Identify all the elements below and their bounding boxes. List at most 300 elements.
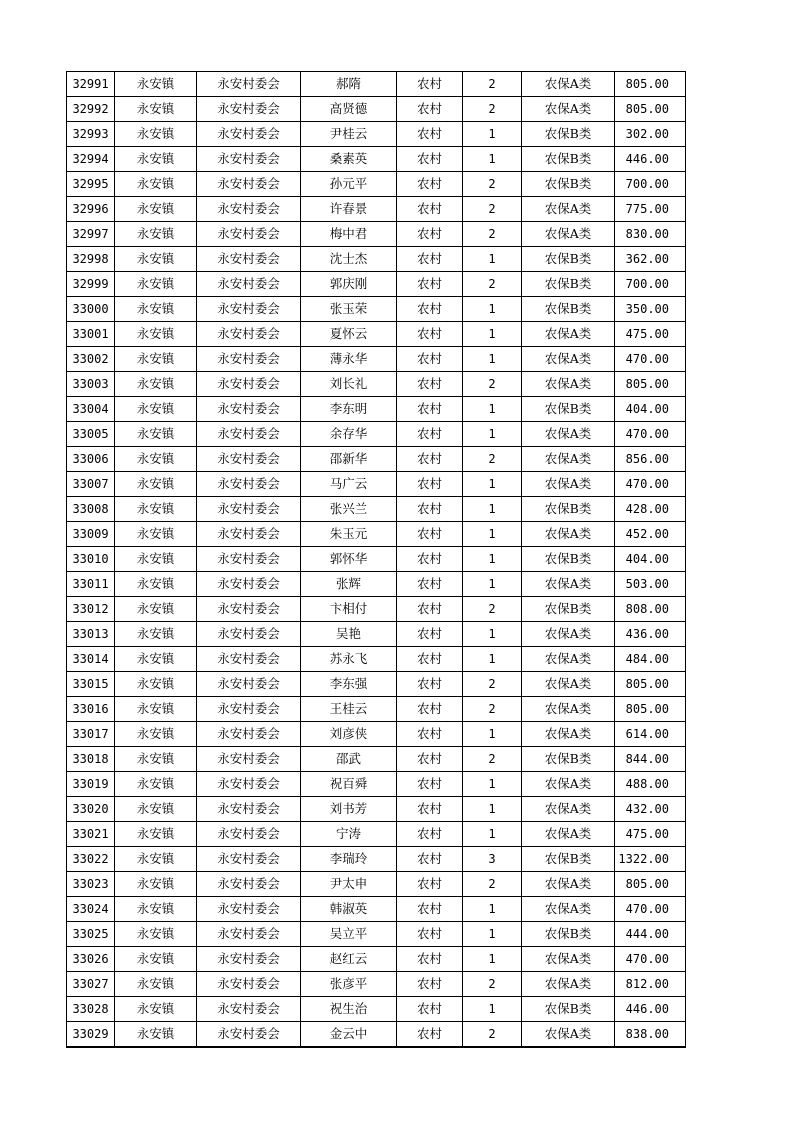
record-id-cell: 33012	[67, 597, 115, 622]
person-name-cell: 张玉荣	[301, 297, 397, 322]
record-id-cell: 33015	[67, 672, 115, 697]
household-count-cell: 2	[463, 1022, 522, 1048]
area-type-cell: 农村	[397, 597, 463, 622]
table-row	[67, 72, 686, 97]
record-id-cell: 33027	[67, 972, 115, 997]
record-id-cell: 33006	[67, 447, 115, 472]
person-name-cell: 余存华	[301, 422, 397, 447]
household-count-cell: 2	[463, 372, 522, 397]
record-id-cell: 33023	[67, 872, 115, 897]
household-count-cell: 1	[463, 497, 522, 522]
amount-cell: 700.00	[615, 272, 686, 297]
person-name-cell: 刘书芳	[301, 797, 397, 822]
table-row	[67, 322, 686, 347]
person-name-cell: 桑素英	[301, 147, 397, 172]
record-id-cell: 32999	[67, 272, 115, 297]
insurance-class-cell: 农保A类	[522, 97, 615, 122]
amount-cell: 838.00	[615, 1022, 686, 1048]
insurance-class-cell: 农保A类	[522, 622, 615, 647]
household-count-cell: 3	[463, 847, 522, 872]
person-name-cell: 王桂云	[301, 697, 397, 722]
village-committee-cell: 永安村委会	[197, 872, 301, 897]
amount-cell: 805.00	[615, 672, 686, 697]
amount-cell: 404.00	[615, 547, 686, 572]
insurance-class-cell: 农保B类	[522, 922, 615, 947]
household-count-cell: 2	[463, 197, 522, 222]
amount-cell: 302.00	[615, 122, 686, 147]
village-committee-cell: 永安村委会	[197, 597, 301, 622]
town-cell: 永安镇	[115, 147, 197, 172]
area-type-cell: 农村	[397, 1022, 463, 1048]
record-id-cell: 32998	[67, 247, 115, 272]
town-cell: 永安镇	[115, 772, 197, 797]
amount-cell: 844.00	[615, 747, 686, 772]
town-cell: 永安镇	[115, 547, 197, 572]
area-type-cell: 农村	[397, 647, 463, 672]
village-committee-cell: 永安村委会	[197, 472, 301, 497]
person-name-cell: 郝隋	[301, 72, 397, 97]
amount-cell: 614.00	[615, 722, 686, 747]
person-name-cell: 郭庆刚	[301, 272, 397, 297]
area-type-cell: 农村	[397, 847, 463, 872]
household-count-cell: 1	[463, 622, 522, 647]
insurance-class-cell: 农保A类	[522, 797, 615, 822]
person-name-cell: 张辉	[301, 572, 397, 597]
amount-cell: 805.00	[615, 72, 686, 97]
amount-cell: 362.00	[615, 247, 686, 272]
amount-cell: 475.00	[615, 322, 686, 347]
person-name-cell: 李东强	[301, 672, 397, 697]
amount-cell: 805.00	[615, 872, 686, 897]
table-row	[67, 397, 686, 422]
insurance-class-cell: 农保A类	[522, 447, 615, 472]
person-name-cell: 韩淑英	[301, 897, 397, 922]
village-committee-cell: 永安村委会	[197, 172, 301, 197]
amount-cell: 432.00	[615, 797, 686, 822]
table-row	[67, 1022, 686, 1048]
table-row	[67, 547, 686, 572]
record-id-cell: 33004	[67, 397, 115, 422]
area-type-cell: 农村	[397, 672, 463, 697]
insurance-class-cell: 农保B类	[522, 747, 615, 772]
area-type-cell: 农村	[397, 322, 463, 347]
table-row	[67, 247, 686, 272]
household-count-cell: 1	[463, 147, 522, 172]
table-row	[67, 922, 686, 947]
town-cell: 永安镇	[115, 172, 197, 197]
area-type-cell: 农村	[397, 172, 463, 197]
household-count-cell: 2	[463, 222, 522, 247]
town-cell: 永安镇	[115, 997, 197, 1022]
amount-cell: 444.00	[615, 922, 686, 947]
village-committee-cell: 永安村委会	[197, 897, 301, 922]
person-name-cell: 赵红云	[301, 947, 397, 972]
record-id-cell: 33003	[67, 372, 115, 397]
town-cell: 永安镇	[115, 272, 197, 297]
person-name-cell: 尹太申	[301, 872, 397, 897]
insurance-class-cell: 农保B类	[522, 997, 615, 1022]
amount-cell: 470.00	[615, 897, 686, 922]
town-cell: 永安镇	[115, 897, 197, 922]
record-id-cell: 33011	[67, 572, 115, 597]
person-name-cell: 卞相付	[301, 597, 397, 622]
area-type-cell: 农村	[397, 872, 463, 897]
village-committee-cell: 永安村委会	[197, 122, 301, 147]
record-id-cell: 32991	[67, 72, 115, 97]
area-type-cell: 农村	[397, 272, 463, 297]
area-type-cell: 农村	[397, 972, 463, 997]
table-row	[67, 172, 686, 197]
town-cell: 永安镇	[115, 372, 197, 397]
table-row	[67, 222, 686, 247]
village-committee-cell: 永安村委会	[197, 647, 301, 672]
record-id-cell: 33028	[67, 997, 115, 1022]
person-name-cell: 高贤德	[301, 97, 397, 122]
amount-cell: 808.00	[615, 597, 686, 622]
table-row	[67, 572, 686, 597]
area-type-cell: 农村	[397, 622, 463, 647]
table-row	[67, 372, 686, 397]
insurance-class-cell: 农保A类	[522, 347, 615, 372]
household-count-cell: 1	[463, 322, 522, 347]
amount-cell: 436.00	[615, 622, 686, 647]
amount-cell: 470.00	[615, 422, 686, 447]
insurance-class-cell: 农保A类	[522, 647, 615, 672]
household-count-cell: 1	[463, 422, 522, 447]
amount-cell: 856.00	[615, 447, 686, 472]
insurance-class-cell: 农保A类	[522, 672, 615, 697]
amount-cell: 470.00	[615, 947, 686, 972]
table-row	[67, 522, 686, 547]
household-count-cell: 1	[463, 797, 522, 822]
table-row	[67, 97, 686, 122]
area-type-cell: 农村	[397, 247, 463, 272]
household-count-cell: 2	[463, 672, 522, 697]
village-committee-cell: 永安村委会	[197, 197, 301, 222]
village-committee-cell: 永安村委会	[197, 522, 301, 547]
insurance-class-cell: 农保A类	[522, 322, 615, 347]
village-committee-cell: 永安村委会	[197, 922, 301, 947]
insurance-class-cell: 农保B类	[522, 147, 615, 172]
area-type-cell: 农村	[397, 422, 463, 447]
table-row	[67, 872, 686, 897]
table-row	[67, 747, 686, 772]
amount-cell: 488.00	[615, 772, 686, 797]
record-id-cell: 33014	[67, 647, 115, 672]
person-name-cell: 邵武	[301, 747, 397, 772]
record-id-cell: 33000	[67, 297, 115, 322]
person-name-cell: 张彦平	[301, 972, 397, 997]
record-id-cell: 33008	[67, 497, 115, 522]
household-count-cell: 1	[463, 947, 522, 972]
household-count-cell: 1	[463, 297, 522, 322]
person-name-cell: 许春景	[301, 197, 397, 222]
area-type-cell: 农村	[397, 297, 463, 322]
area-type-cell: 农村	[397, 447, 463, 472]
amount-cell: 805.00	[615, 372, 686, 397]
village-committee-cell: 永安村委会	[197, 572, 301, 597]
amount-cell: 404.00	[615, 397, 686, 422]
area-type-cell: 农村	[397, 747, 463, 772]
table-row	[67, 122, 686, 147]
household-count-cell: 1	[463, 522, 522, 547]
record-id-cell: 33017	[67, 722, 115, 747]
area-type-cell: 农村	[397, 822, 463, 847]
household-count-cell: 1	[463, 472, 522, 497]
village-committee-cell: 永安村委会	[197, 497, 301, 522]
household-count-cell: 1	[463, 247, 522, 272]
record-id-cell: 33024	[67, 897, 115, 922]
town-cell: 永安镇	[115, 422, 197, 447]
town-cell: 永安镇	[115, 872, 197, 897]
table-row	[67, 647, 686, 672]
person-name-cell: 薄永华	[301, 347, 397, 372]
insurance-class-cell: 农保B类	[522, 272, 615, 297]
town-cell: 永安镇	[115, 247, 197, 272]
amount-cell: 470.00	[615, 347, 686, 372]
amount-cell: 805.00	[615, 97, 686, 122]
town-cell: 永安镇	[115, 797, 197, 822]
town-cell: 永安镇	[115, 122, 197, 147]
town-cell: 永安镇	[115, 822, 197, 847]
amount-cell: 503.00	[615, 572, 686, 597]
amount-cell: 775.00	[615, 197, 686, 222]
town-cell: 永安镇	[115, 222, 197, 247]
record-id-cell: 33016	[67, 697, 115, 722]
household-count-cell: 2	[463, 597, 522, 622]
records-table-body	[67, 72, 686, 1048]
household-count-cell: 1	[463, 922, 522, 947]
record-id-cell: 32993	[67, 122, 115, 147]
village-committee-cell: 永安村委会	[197, 322, 301, 347]
record-id-cell: 33013	[67, 622, 115, 647]
insurance-class-cell: 农保A类	[522, 772, 615, 797]
insurance-class-cell: 农保B类	[522, 122, 615, 147]
table-row	[67, 797, 686, 822]
insurance-class-cell: 农保A类	[522, 472, 615, 497]
amount-cell: 475.00	[615, 822, 686, 847]
person-name-cell: 马广云	[301, 472, 397, 497]
record-id-cell: 33005	[67, 422, 115, 447]
village-committee-cell: 永安村委会	[197, 272, 301, 297]
town-cell: 永安镇	[115, 647, 197, 672]
household-count-cell: 1	[463, 822, 522, 847]
household-count-cell: 1	[463, 997, 522, 1022]
insurance-class-cell: 农保B类	[522, 847, 615, 872]
insurance-class-cell: 农保A类	[522, 947, 615, 972]
amount-cell: 484.00	[615, 647, 686, 672]
person-name-cell: 刘彦侠	[301, 722, 397, 747]
insurance-class-cell: 农保B类	[522, 597, 615, 622]
record-id-cell: 33018	[67, 747, 115, 772]
amount-cell: 1322.00	[615, 847, 686, 872]
household-count-cell: 2	[463, 972, 522, 997]
town-cell: 永安镇	[115, 697, 197, 722]
village-committee-cell: 永安村委会	[197, 622, 301, 647]
person-name-cell: 郭怀华	[301, 547, 397, 572]
insurance-class-cell: 农保A类	[522, 522, 615, 547]
records-table	[66, 71, 686, 1048]
record-id-cell: 32994	[67, 147, 115, 172]
village-committee-cell: 永安村委会	[197, 347, 301, 372]
insurance-class-cell: 农保A类	[522, 722, 615, 747]
town-cell: 永安镇	[115, 672, 197, 697]
person-name-cell: 吴艳	[301, 622, 397, 647]
village-committee-cell: 永安村委会	[197, 372, 301, 397]
person-name-cell: 梅中君	[301, 222, 397, 247]
record-id-cell: 32992	[67, 97, 115, 122]
area-type-cell: 农村	[397, 72, 463, 97]
record-id-cell: 32995	[67, 172, 115, 197]
village-committee-cell: 永安村委会	[197, 797, 301, 822]
village-committee-cell: 永安村委会	[197, 547, 301, 572]
record-id-cell: 33019	[67, 772, 115, 797]
village-committee-cell: 永安村委会	[197, 1022, 301, 1048]
insurance-class-cell: 农保A类	[522, 1022, 615, 1048]
village-committee-cell: 永安村委会	[197, 847, 301, 872]
amount-cell: 470.00	[615, 472, 686, 497]
record-id-cell: 33009	[67, 522, 115, 547]
area-type-cell: 农村	[397, 772, 463, 797]
record-id-cell: 33025	[67, 922, 115, 947]
household-count-cell: 2	[463, 697, 522, 722]
record-id-cell: 33029	[67, 1022, 115, 1048]
amount-cell: 428.00	[615, 497, 686, 522]
area-type-cell: 农村	[397, 97, 463, 122]
town-cell: 永安镇	[115, 472, 197, 497]
record-id-cell: 33010	[67, 547, 115, 572]
person-name-cell: 孙元平	[301, 172, 397, 197]
table-row	[67, 622, 686, 647]
insurance-class-cell: 农保A类	[522, 897, 615, 922]
area-type-cell: 农村	[397, 922, 463, 947]
town-cell: 永安镇	[115, 522, 197, 547]
area-type-cell: 农村	[397, 547, 463, 572]
insurance-class-cell: 农保B类	[522, 297, 615, 322]
person-name-cell: 祝生治	[301, 997, 397, 1022]
village-committee-cell: 永安村委会	[197, 72, 301, 97]
area-type-cell: 农村	[397, 347, 463, 372]
record-id-cell: 33007	[67, 472, 115, 497]
insurance-class-cell: 农保B类	[522, 547, 615, 572]
table-row	[67, 447, 686, 472]
household-count-cell: 2	[463, 747, 522, 772]
household-count-cell: 1	[463, 722, 522, 747]
village-committee-cell: 永安村委会	[197, 697, 301, 722]
area-type-cell: 农村	[397, 722, 463, 747]
amount-cell: 830.00	[615, 222, 686, 247]
person-name-cell: 李瑞玲	[301, 847, 397, 872]
insurance-class-cell: 农保A类	[522, 697, 615, 722]
town-cell: 永安镇	[115, 497, 197, 522]
household-count-cell: 2	[463, 72, 522, 97]
household-count-cell: 1	[463, 347, 522, 372]
person-name-cell: 张兴兰	[301, 497, 397, 522]
table-row	[67, 197, 686, 222]
household-count-cell: 1	[463, 572, 522, 597]
table-row	[67, 822, 686, 847]
table-row	[67, 422, 686, 447]
area-type-cell: 农村	[397, 997, 463, 1022]
household-count-cell: 2	[463, 172, 522, 197]
insurance-class-cell: 农保A类	[522, 222, 615, 247]
table-row	[67, 897, 686, 922]
village-committee-cell: 永安村委会	[197, 972, 301, 997]
area-type-cell: 农村	[397, 522, 463, 547]
table-row	[67, 347, 686, 372]
village-committee-cell: 永安村委会	[197, 397, 301, 422]
insurance-class-cell: 农保B类	[522, 247, 615, 272]
person-name-cell: 李东明	[301, 397, 397, 422]
record-id-cell: 32996	[67, 197, 115, 222]
household-count-cell: 1	[463, 122, 522, 147]
person-name-cell: 尹桂云	[301, 122, 397, 147]
household-count-cell: 2	[463, 447, 522, 472]
town-cell: 永安镇	[115, 947, 197, 972]
person-name-cell: 朱玉元	[301, 522, 397, 547]
village-committee-cell: 永安村委会	[197, 822, 301, 847]
town-cell: 永安镇	[115, 97, 197, 122]
village-committee-cell: 永安村委会	[197, 747, 301, 772]
amount-cell: 446.00	[615, 147, 686, 172]
area-type-cell: 农村	[397, 947, 463, 972]
area-type-cell: 农村	[397, 197, 463, 222]
village-committee-cell: 永安村委会	[197, 247, 301, 272]
record-id-cell: 33022	[67, 847, 115, 872]
town-cell: 永安镇	[115, 722, 197, 747]
village-committee-cell: 永安村委会	[197, 947, 301, 972]
village-committee-cell: 永安村委会	[197, 447, 301, 472]
insurance-class-cell: 农保A类	[522, 72, 615, 97]
table-row	[67, 722, 686, 747]
record-id-cell: 33020	[67, 797, 115, 822]
village-committee-cell: 永安村委会	[197, 772, 301, 797]
table-row	[67, 472, 686, 497]
record-id-cell: 33026	[67, 947, 115, 972]
amount-cell: 812.00	[615, 972, 686, 997]
record-id-cell: 33002	[67, 347, 115, 372]
insurance-class-cell: 农保B类	[522, 497, 615, 522]
table-row	[67, 672, 686, 697]
person-name-cell: 沈士杰	[301, 247, 397, 272]
insurance-class-cell: 农保A类	[522, 372, 615, 397]
town-cell: 永安镇	[115, 297, 197, 322]
town-cell: 永安镇	[115, 747, 197, 772]
household-count-cell: 2	[463, 97, 522, 122]
town-cell: 永安镇	[115, 572, 197, 597]
household-count-cell: 2	[463, 272, 522, 297]
household-count-cell: 1	[463, 547, 522, 572]
person-name-cell: 祝百舜	[301, 772, 397, 797]
person-name-cell: 金云中	[301, 1022, 397, 1048]
table-row	[67, 297, 686, 322]
village-committee-cell: 永安村委会	[197, 222, 301, 247]
amount-cell: 700.00	[615, 172, 686, 197]
insurance-class-cell: 农保B类	[522, 172, 615, 197]
insurance-class-cell: 农保B类	[522, 397, 615, 422]
amount-cell: 350.00	[615, 297, 686, 322]
table-row	[67, 847, 686, 872]
insurance-class-cell: 农保A类	[522, 422, 615, 447]
area-type-cell: 农村	[397, 697, 463, 722]
town-cell: 永安镇	[115, 1022, 197, 1048]
area-type-cell: 农村	[397, 472, 463, 497]
village-committee-cell: 永安村委会	[197, 297, 301, 322]
area-type-cell: 农村	[397, 372, 463, 397]
record-id-cell: 32997	[67, 222, 115, 247]
town-cell: 永安镇	[115, 397, 197, 422]
table-row	[67, 272, 686, 297]
